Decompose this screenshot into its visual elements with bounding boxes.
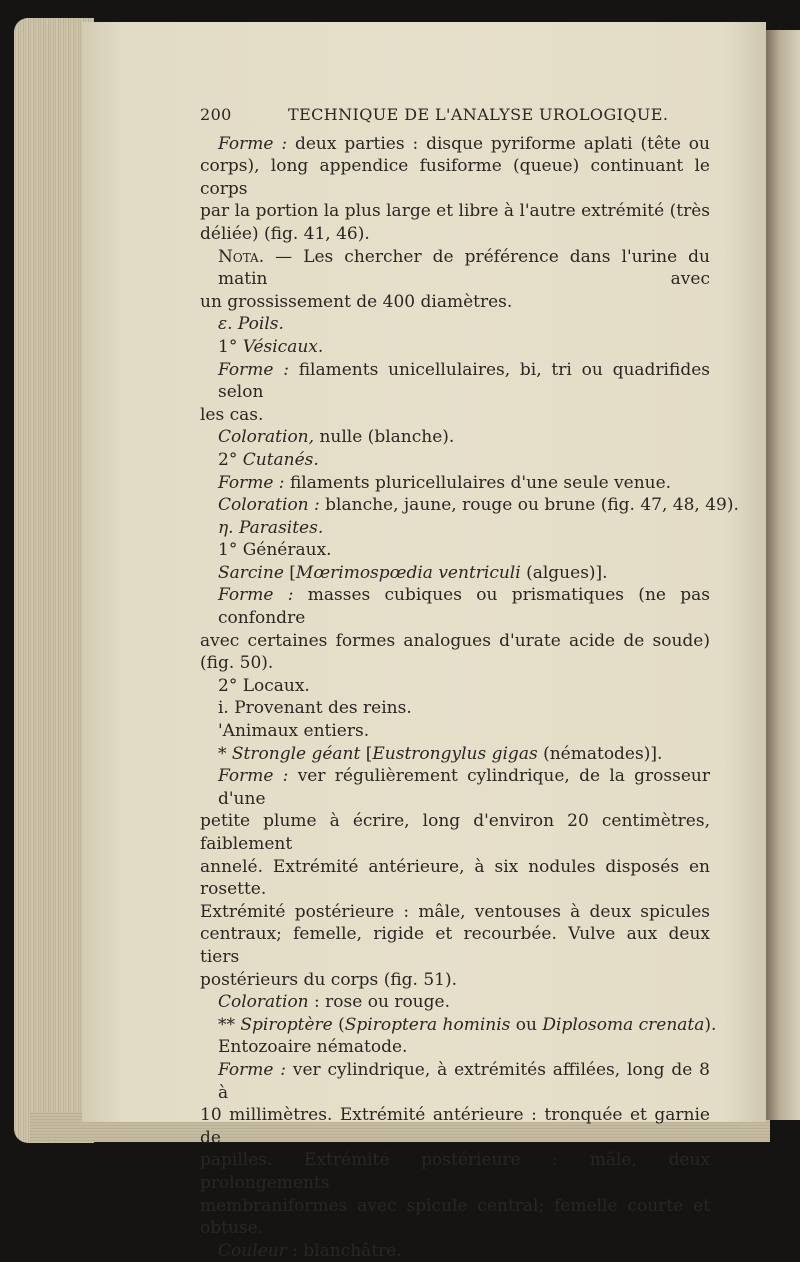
text-line-emphasis: Coloration, — [218, 427, 315, 448]
text-line — [200, 584, 710, 629]
text-line-run: 1° — [218, 336, 243, 357]
text-line — [200, 1014, 717, 1037]
page-text-block — [200, 104, 739, 1262]
text-line-run: 2° — [218, 449, 243, 470]
text-line-run: Extrémité postérieure : mâle, ventouses à deux spicules — [200, 901, 710, 922]
text-line-run: — Les chercher de préférence dans l'urine du matin avec — [218, 246, 710, 290]
text-line — [200, 336, 710, 359]
text-line — [200, 404, 710, 427]
text-line-run: papilles. Extrémité postérieure : mâle, deux prolongements — [200, 1150, 710, 1193]
text-line — [200, 449, 710, 472]
text-line — [200, 652, 710, 675]
text-line-run: ). — [704, 1014, 717, 1035]
text-line-run: ver cylindrique, à extrémités affilées, long de 8 à — [218, 1059, 710, 1103]
text-line-run: Entozoaire nématode. — [218, 1037, 408, 1058]
text-line — [200, 223, 710, 246]
text-line-emphasis: Eustrongylus gigas — [372, 743, 538, 764]
text-line-emphasis: Diplosoma crenata — [542, 1014, 705, 1035]
text-line-run: déliée) (fig. 41, 46). — [200, 223, 370, 244]
text-line — [200, 969, 710, 992]
text-line-emphasis: Spiroptère — [240, 1014, 333, 1035]
text-line-run: blanche, jaune, rouge ou brune (fig. 47, 48, 49). — [319, 495, 739, 516]
text-line-run: ( — [332, 1014, 345, 1035]
text-line-run: corps), long appendice fusiforme (queue) continuant le corps — [200, 156, 710, 199]
text-line — [200, 991, 710, 1014]
body-text — [200, 133, 739, 1262]
text-line-run: : blanchâtre. — [286, 1240, 402, 1261]
text-line — [200, 856, 710, 901]
text-line-run: [ — [360, 743, 373, 764]
text-line-emphasis: Forme : — [218, 766, 289, 787]
text-line-emphasis: Forme : — [218, 133, 288, 154]
text-line-run: petite plume à écrire, long d'environ 20 centimètres, faiblement — [200, 811, 710, 854]
text-line-run: centraux; femelle, rigide et recourbée. Vulve aux deux tiers — [200, 924, 710, 967]
text-line — [200, 359, 710, 404]
text-line — [200, 720, 710, 743]
text-line-emphasis: Sarcine — [218, 562, 284, 583]
text-line-run: avec certaines formes analogues d'urate acide de soude) — [200, 630, 710, 651]
text-line — [200, 1036, 710, 1059]
page-number: 200 — [200, 105, 232, 124]
text-line — [200, 810, 710, 855]
text-line-run: deux parties : disque pyriforme aplati (tête ou — [287, 133, 710, 154]
text-line-run: membraniformes avec spicule central; femelle courte et obtuse. — [200, 1195, 710, 1239]
text-line — [200, 426, 710, 449]
text-line-emphasis: η. Parasites. — [218, 517, 324, 538]
text-line — [200, 1104, 710, 1149]
text-line-emphasis: Cutanés. — [242, 449, 319, 470]
text-line-run: les cas. — [200, 404, 264, 425]
text-line — [200, 1240, 710, 1262]
text-line — [200, 313, 710, 336]
text-line-run: 'Animaux entiers. — [218, 721, 370, 742]
text-line-emphasis: Forme : — [218, 585, 294, 606]
text-line-run: : rose ou rouge. — [308, 992, 450, 1013]
text-line-run: 10 millimètres. Extrémité antérieure : tronquée et garnie de — [200, 1105, 710, 1148]
text-line-run: i. Provenant des reins. — [218, 698, 412, 719]
text-line — [200, 743, 710, 766]
text-line — [200, 246, 710, 291]
text-line — [200, 200, 710, 223]
text-line-run: (fig. 50). — [200, 653, 274, 674]
text-line — [200, 1149, 710, 1194]
text-line — [200, 697, 710, 720]
text-line-run: (nématodes)]. — [537, 743, 663, 764]
text-line — [200, 155, 710, 200]
text-line — [200, 562, 710, 585]
text-line-emphasis: Strongle géant — [231, 743, 361, 764]
text-line-run: un grossissement de 400 diamètres. — [200, 291, 513, 312]
text-line-emphasis: ε. Poils. — [218, 314, 284, 335]
text-line-run: filaments pluricellulaires d'une seule venue. — [284, 472, 672, 493]
text-line — [200, 923, 710, 968]
text-line-emphasis: Nota. — [218, 246, 265, 267]
text-line-run: ** — [218, 1014, 241, 1035]
book-gutter — [766, 30, 800, 1120]
text-line-emphasis: Mœrimospœdia ventriculi — [295, 562, 521, 583]
text-line — [200, 494, 739, 517]
text-line — [200, 472, 710, 495]
text-line-emphasis: Forme : — [218, 359, 289, 380]
text-line — [200, 133, 710, 156]
text-line-emphasis: Forme : — [218, 472, 285, 493]
text-line-run: 1° Généraux. — [218, 540, 332, 561]
text-line-run: nulle (blanche). — [314, 427, 455, 448]
text-line-run: annelé. Extrémité antérieure, à six nodules disposés en rosette. — [200, 856, 710, 900]
text-line-run: postérieurs du corps (fig. 51). — [200, 969, 458, 990]
text-line-emphasis: Coloration : — [218, 495, 320, 516]
text-line — [200, 291, 710, 314]
text-line-run: [ — [283, 562, 296, 583]
running-title: TECHNIQUE DE L'ANALYSE UROLOGIQUE. — [288, 105, 669, 124]
running-header — [200, 104, 710, 127]
text-line-emphasis: Coloration — [218, 992, 309, 1013]
text-line — [200, 539, 710, 562]
text-line — [200, 1059, 710, 1104]
text-line-run: masses cubiques ou prismatiques (ne pas confondre — [218, 585, 710, 629]
text-line — [200, 675, 710, 698]
text-line — [200, 517, 710, 540]
text-line-run: * — [218, 743, 232, 764]
text-line-run: ver régulièrement cylindrique, de la grosseur d'une — [218, 766, 710, 809]
text-line — [200, 901, 710, 924]
text-line-run: ou — [510, 1014, 543, 1035]
text-line — [200, 765, 710, 810]
text-line-run: par la portion la plus large et libre à l'autre extrémité (très — [200, 201, 710, 222]
text-line-run: filaments unicellulaires, bi, tri ou quadrifides selon — [218, 359, 710, 403]
text-line-emphasis: Forme : — [218, 1059, 287, 1080]
text-line-emphasis: Vésicaux. — [242, 336, 324, 357]
text-line-emphasis: Couleur — [218, 1240, 287, 1261]
text-line-emphasis: Spiroptera hominis — [344, 1014, 511, 1035]
text-line — [200, 1195, 710, 1240]
text-line-run: 2° Locaux. — [218, 675, 310, 696]
text-line — [200, 630, 710, 653]
text-line-run: (algues)]. — [520, 562, 608, 583]
